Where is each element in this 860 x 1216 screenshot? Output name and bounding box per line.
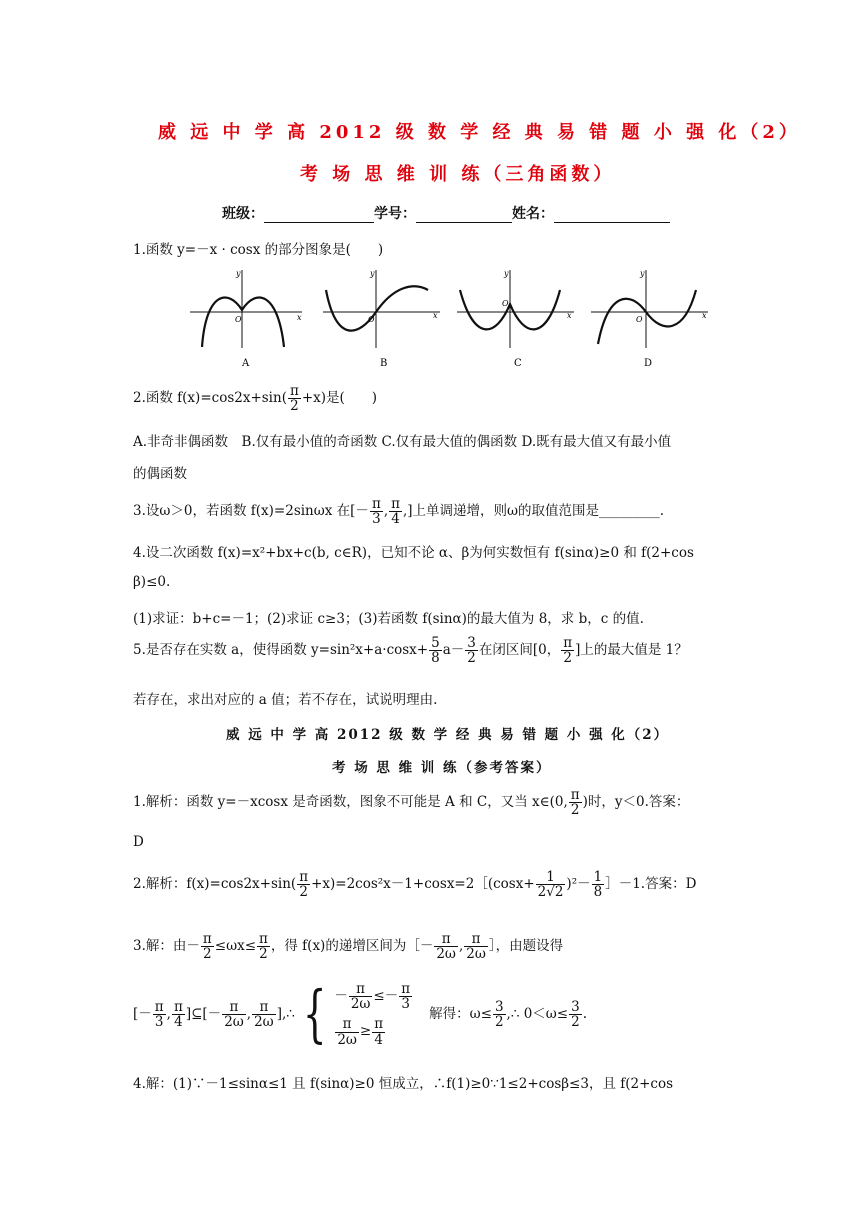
- q1-graphs: [180, 262, 720, 372]
- question-4-line-3: (1)求证：b+c=－1；(2)求证 c≥3；(3)若函数 f(sinα)的最大值为 8，求 b，c 的值.: [133, 611, 644, 627]
- graph-d-origin: O: [636, 315, 643, 324]
- question-5-line-2: 若存在，求出对应的 a 值；若不存在，试说明理由.: [133, 692, 438, 708]
- q5-frac-3: $\frac{\pi}{2}$: [563, 635, 573, 667]
- graph-b: [323, 269, 440, 369]
- question-4-line-1: 4.设二次函数 f(x)=x²+bx+c(b, c∈R)，已知不论 α、β为何实数恒有 f(sinα)≥0 和 f(2+cos: [133, 545, 694, 561]
- system-brace: {: [302, 977, 327, 1051]
- answer-1-line-2: D: [133, 834, 144, 850]
- graph-a-y-label: y: [236, 269, 241, 278]
- q2-choices: A.非奇非偶函数 B.仅有最小值的奇函数 C.仅有最大值的偶函数 D.既有最大值又有最小值: [133, 434, 672, 450]
- question-3: 3.设ω＞0，若函数 f(x)=2sinωx 在[－ $\frac{\pi}{3}$ , $\frac{\pi}{4}$ ,]上单调递增，则ω的取值范围是_________.: [133, 496, 665, 528]
- a2-frac-3: $\frac{1}{8}$: [593, 869, 603, 901]
- class-label: 班级：: [222, 206, 264, 222]
- answer-1: 1.解析：函数 y=－xcosx 是奇函数，图象不可能是 A 和 C，又当 x∈(0, $\frac{\pi}{2}$ )时，y＜0.答案：: [133, 787, 690, 819]
- id-label: 学号：: [374, 206, 416, 222]
- question-1: 1.函数 y=－x · cosx 的部分图象是( ): [133, 242, 384, 258]
- graph-c-origin: O: [502, 299, 509, 308]
- q2-head: 2.函数 f(x)=cos2x+sin(: [133, 390, 287, 407]
- graph-b-x-label: x: [433, 311, 438, 320]
- answer-2: 2.解析：f(x)=cos2x+sin( $\frac{\pi}{2}$ +x)=2cos²x－1+cosx=2［(cosx+ $\frac{1}{2√2}$ )²－ $\frac{1}{8}$ ］－1.答案：D: [133, 869, 697, 901]
- graph-c-y-label: y: [504, 269, 509, 278]
- q3-frac-2: $\frac{\pi}{4}$: [391, 496, 400, 528]
- student-info: [222, 203, 670, 223]
- answer-4: 4.解：(1)∵－1≤sinα≤1 且 f(sinα)≥0 恒成立，∴f(1)≥0∵1≤2+cosβ≤3，且 f(2+cos: [133, 1076, 674, 1092]
- q5-frac-2: $\frac{3}{2}$: [467, 635, 476, 667]
- q5-frac-1: $\frac{5}{8}$: [431, 635, 440, 667]
- answer-3: 3.解：由－ $\frac{\pi}{2}$ ≤ωx≤ $\frac{\pi}{2}$ ，得 f(x)的递增区间为［－ $\frac{\pi}{2\omega}$ , $\frac{\pi}{2\omega}$ ］，由题设得: [133, 931, 564, 963]
- class-blank: [264, 208, 374, 223]
- graph-a-x-label: x: [297, 313, 302, 322]
- answer-title: 威 远 中 学 高 2012 级 数 学 经 典 易 错 题 小 强 化（2）: [226, 727, 670, 743]
- graph-b-label: B: [380, 358, 388, 369]
- graph-c: [457, 269, 574, 369]
- q2-tail: +x)是( ): [301, 390, 378, 407]
- a1-frac: $\frac{\pi}{2}$: [570, 787, 580, 819]
- graph-c-label: C: [514, 358, 522, 369]
- graph-d-x-label: x: [702, 311, 707, 320]
- name-label: 姓名：: [512, 206, 554, 222]
- graph-b-origin: O: [368, 315, 375, 324]
- graph-a: [190, 269, 302, 369]
- question-2: [133, 384, 377, 413]
- q2-frac: $\frac{\pi}{2}$: [289, 383, 299, 415]
- graph-d: [591, 269, 708, 369]
- q3-head: 3.设ω＞0，若函数 f(x)=2sinωx 在[－: [133, 503, 369, 520]
- id-blank: [416, 208, 512, 223]
- page-title: 威 远 中 学 高 2012 级 数 学 经 典 易 错 题 小 强 化（2）: [158, 122, 801, 143]
- question-4-line-2: β)≤0.: [133, 574, 171, 590]
- answer-3-derivation: [－ $\frac{\pi}{3}$ , $\frac{\pi}{4}$ ]⊆[－ $\frac{\pi}{2\omega}$ , $\frac{\pi}{2\omega}$ ],∴ { － $\frac{\pi}{2\omega}$ ≤－ $\frac{\pi}{3}$ $\frac{\pi}{2\omega}$ ≥ $\frac{\pi}{4}$ 解得：ω≤ $\frac{3}{2}$ ,∴ 0＜ω≤ $\frac{3}{2}$ .: [133, 977, 588, 1051]
- graph-a-origin: O: [235, 315, 242, 324]
- name-blank: [554, 208, 670, 223]
- q2-choices-cont: 的偶函数: [133, 466, 187, 482]
- q3-tail: ,]上单调递增，则ω的取值范围是_________.: [402, 503, 665, 520]
- graph-d-label: D: [644, 358, 653, 369]
- answer-subtitle: 考 场 思 维 训 练（参考答案）: [332, 760, 552, 776]
- graph-a-label: A: [242, 358, 250, 369]
- page-subtitle: 考 场 思 维 训 练（三角函数）: [300, 164, 616, 185]
- q3-frac-1: $\frac{\pi}{3}$: [371, 496, 381, 528]
- a2-frac-2: $\frac{1}{2√2}$: [537, 869, 564, 901]
- question-5: 5.是否存在实数 a，使得函数 y=sin²x+a·cosx+ $\frac{5}{8}$ a－ $\frac{3}{2}$ 在闭区间[0， $\frac{\pi}{2}$ ]上的最大值是 1？: [133, 635, 688, 667]
- a2-frac-1: $\frac{\pi}{2}$: [299, 869, 309, 901]
- graph-b-y-label: y: [370, 269, 375, 278]
- graph-d-y-label: y: [640, 269, 645, 278]
- graph-c-x-label: x: [567, 311, 572, 320]
